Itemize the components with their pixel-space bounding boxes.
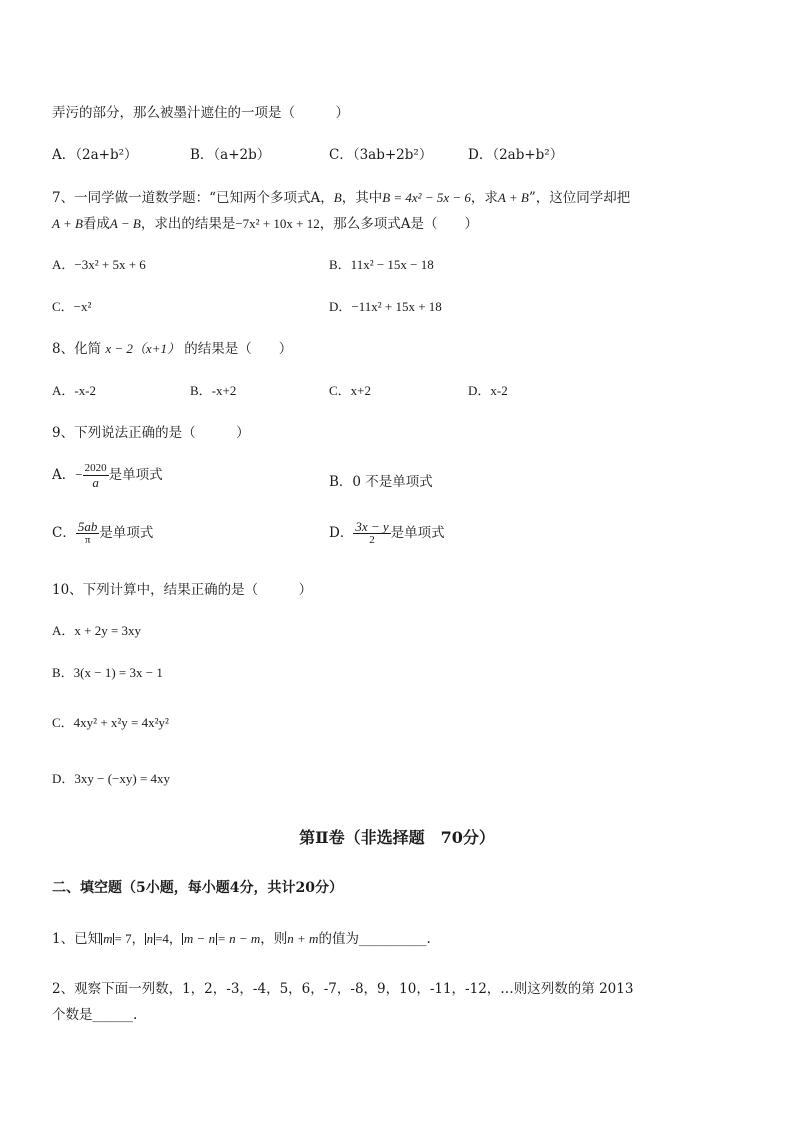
fraction: $\frac{5ab}{\pi}$ xyxy=(77,519,98,546)
q9-option-d: D． $\frac{3x - y}{2}$ 是单项式 xyxy=(329,519,445,546)
q8-option-b: B．-x+2 xyxy=(190,383,237,398)
section-title: 第Ⅱ卷（非选择题 70分） xyxy=(299,828,495,847)
q6-option-a: A．（2a+b²） xyxy=(52,147,138,163)
q10-option-d: D．3xy − (−xy) = 4xy xyxy=(52,771,171,786)
q7-option-a: A．−3x² + 5x + 6 xyxy=(52,257,146,272)
fraction: $\frac{2020}{a}$ xyxy=(84,462,107,490)
q9-option-c: C． $\frac{5ab}{\pi}$ 是单项式 xyxy=(52,519,154,546)
q7-option-b: B．11x² − 15x − 18 xyxy=(329,257,434,272)
q8-option-d: D．x-2 xyxy=(468,383,508,398)
q10-option-c: C．4xy² + x²y = 4x²y² xyxy=(52,715,169,730)
q8-stem: 8、化简 x − 2（x+1） 的结果是（ ） xyxy=(52,341,293,357)
section-heading: 二、填空题（5小题，每小题4分，共计20分） xyxy=(52,880,343,896)
q6-option-b: B．（a+2b） xyxy=(190,147,271,163)
q10-stem: 10、下列计算中，结果正确的是（ ） xyxy=(52,582,313,598)
fraction: $\frac{3x - y}{2}$ xyxy=(355,519,389,546)
q8-option-c: C．x+2 xyxy=(329,383,372,398)
fill-question-1: 1、已知 m = 7， n =4， m − n = n − m，则n + m的值为__________. xyxy=(52,931,431,947)
q10-option-a: A．x + 2y = 3xy xyxy=(52,623,142,638)
q10-option-b: B．3(x − 1) = 3x − 1 xyxy=(52,665,163,680)
q9-option-a: A．− $\frac{2020}{a}$ 是单项式 xyxy=(52,462,163,490)
q7-stem-line1: 7、一同学做一道数学题：“已知两个多项式A，B，其中B = 4x² − 5x − 6，求A + B”，这位同学却把 xyxy=(52,190,631,206)
q7-option-d: D．−11x² + 15x + 18 xyxy=(329,299,442,314)
q6-stem-tail: 弄污的部分，那么被墨汁遮住的一项是（ ） xyxy=(52,105,349,121)
q9-option-b: B．0 不是单项式 xyxy=(329,474,433,490)
fill-question-2-line2: 个数是______. xyxy=(52,1007,138,1023)
q8-option-a: A．-x-2 xyxy=(52,383,97,398)
q7-stem-line2: A + B看成A − B，求出的结果是−7x² + 10x + 12，那么多项式A是（ ） xyxy=(52,216,478,232)
q7-option-c: C．−x² xyxy=(52,299,92,314)
q6-option-d: D．（2ab+b²） xyxy=(468,147,564,163)
q6-option-c: C．（3ab+2b²） xyxy=(329,147,433,163)
q9-stem: 9、下列说法正确的是（ ） xyxy=(52,425,250,441)
fill-question-2-line1: 2、观察下面一列数，1，2，-3，-4，5，6，-7，-8，9，10，-11，-12，…则这列数的第 2013 xyxy=(52,981,634,997)
